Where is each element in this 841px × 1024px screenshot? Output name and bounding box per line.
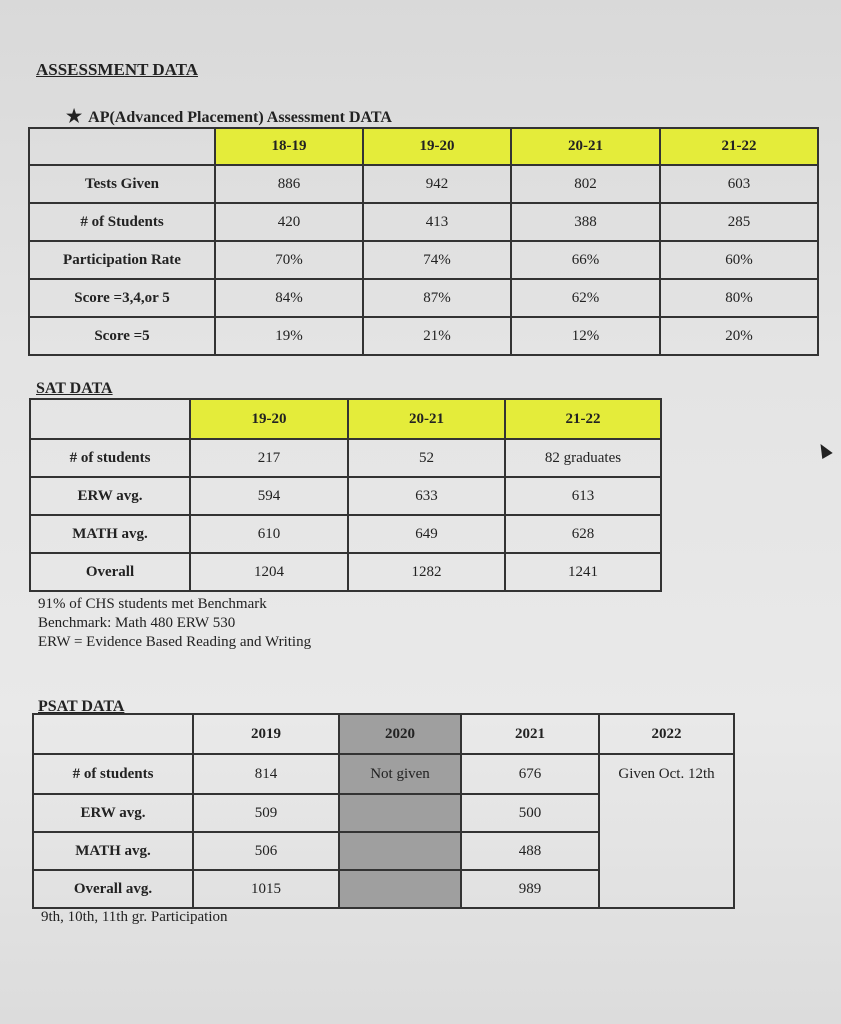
sat-cell: 628 <box>505 515 661 553</box>
psat-cell <box>599 832 734 870</box>
sat-row-label: Overall <box>30 553 190 591</box>
psat-cell: 1015 <box>193 870 339 908</box>
sat-cell: 52 <box>348 439 505 477</box>
psat-cell: 676 <box>461 754 599 794</box>
ap-row-label: Score =5 <box>29 317 215 355</box>
ap-cell: 942 <box>363 165 511 203</box>
psat-cell: 488 <box>461 832 599 870</box>
sat-note-line: Benchmark: Math 480 ERW 530 <box>38 615 236 631</box>
psat-cell: Not given <box>339 754 461 794</box>
psat-cell: 814 <box>193 754 339 794</box>
sat-corner-cell <box>30 399 190 439</box>
star-icon: ★ <box>66 106 83 126</box>
psat-cell: 989 <box>461 870 599 908</box>
psat-year-header: 2020 <box>339 714 461 754</box>
psat-note: 9th, 10th, 11th gr. Participation <box>41 909 228 925</box>
ap-year-header: 20-21 <box>511 128 660 165</box>
ap-cell: 413 <box>363 203 511 241</box>
ap-table <box>28 127 819 356</box>
ap-year-header: 21-22 <box>660 128 818 165</box>
psat-cell <box>599 794 734 832</box>
sat-cell: 1204 <box>190 553 348 591</box>
sat-table <box>29 398 662 592</box>
psat-corner-cell <box>33 714 193 754</box>
sat-cell: 649 <box>348 515 505 553</box>
ap-row-label: Participation Rate <box>29 241 215 279</box>
ap-cell: 388 <box>511 203 660 241</box>
ap-cell: 66% <box>511 241 660 279</box>
sat-cell: 610 <box>190 515 348 553</box>
psat-cell: Given Oct. 12th <box>599 754 734 794</box>
psat-row-label: ERW avg. <box>33 794 193 832</box>
sat-cell: 594 <box>190 477 348 515</box>
ap-cell: 603 <box>660 165 818 203</box>
page-title: ASSESSMENT DATA <box>36 60 199 79</box>
sat-row-label: ERW avg. <box>30 477 190 515</box>
psat-cell: 506 <box>193 832 339 870</box>
ap-year-header: 18-19 <box>215 128 363 165</box>
mouse-cursor-icon <box>815 441 832 459</box>
ap-section-title <box>66 106 392 127</box>
sat-year-header: 20-21 <box>348 399 505 439</box>
sat-row-label: MATH avg. <box>30 515 190 553</box>
ap-cell: 886 <box>215 165 363 203</box>
ap-cell: 60% <box>660 241 818 279</box>
ap-heading: AP(Advanced Placement) Assessment DATA <box>88 109 392 126</box>
ap-row-label: # of Students <box>29 203 215 241</box>
ap-cell: 12% <box>511 317 660 355</box>
psat-row-label: MATH avg. <box>33 832 193 870</box>
psat-cell <box>339 870 461 908</box>
sat-note-line: ERW = Evidence Based Reading and Writing <box>38 634 312 650</box>
psat-table <box>32 713 735 909</box>
ap-cell: 285 <box>660 203 818 241</box>
psat-row-label: Overall avg. <box>33 870 193 908</box>
sat-cell: 1282 <box>348 553 505 591</box>
psat-cell <box>339 794 461 832</box>
ap-cell: 74% <box>363 241 511 279</box>
sat-year-header: 21-22 <box>505 399 661 439</box>
ap-cell: 420 <box>215 203 363 241</box>
psat-heading: PSAT DATA <box>38 698 125 715</box>
ap-year-header: 19-20 <box>363 128 511 165</box>
sat-cell: 217 <box>190 439 348 477</box>
ap-cell: 21% <box>363 317 511 355</box>
sat-cell: 1241 <box>505 553 661 591</box>
psat-cell: 500 <box>461 794 599 832</box>
psat-cell: 509 <box>193 794 339 832</box>
ap-cell: 87% <box>363 279 511 317</box>
ap-corner-cell <box>29 128 215 165</box>
sat-note-line: 91% of CHS students met Benchmark <box>38 596 267 612</box>
sat-cell: 633 <box>348 477 505 515</box>
psat-year-header: 2021 <box>461 714 599 754</box>
ap-cell: 84% <box>215 279 363 317</box>
ap-cell: 70% <box>215 241 363 279</box>
ap-cell: 802 <box>511 165 660 203</box>
sat-notes <box>38 595 311 652</box>
sat-cell: 82 graduates <box>505 439 661 477</box>
ap-cell: 20% <box>660 317 818 355</box>
ap-row-label: Score =3,4,or 5 <box>29 279 215 317</box>
sat-heading: SAT DATA <box>36 380 113 397</box>
ap-cell: 19% <box>215 317 363 355</box>
psat-row-label: # of students <box>33 754 193 794</box>
psat-year-header: 2019 <box>193 714 339 754</box>
sat-row-label: # of students <box>30 439 190 477</box>
ap-row-label: Tests Given <box>29 165 215 203</box>
psat-cell <box>339 832 461 870</box>
psat-year-header: 2022 <box>599 714 734 754</box>
ap-cell: 62% <box>511 279 660 317</box>
ap-cell: 80% <box>660 279 818 317</box>
sat-cell: 613 <box>505 477 661 515</box>
sat-year-header: 19-20 <box>190 399 348 439</box>
psat-cell <box>599 870 734 908</box>
